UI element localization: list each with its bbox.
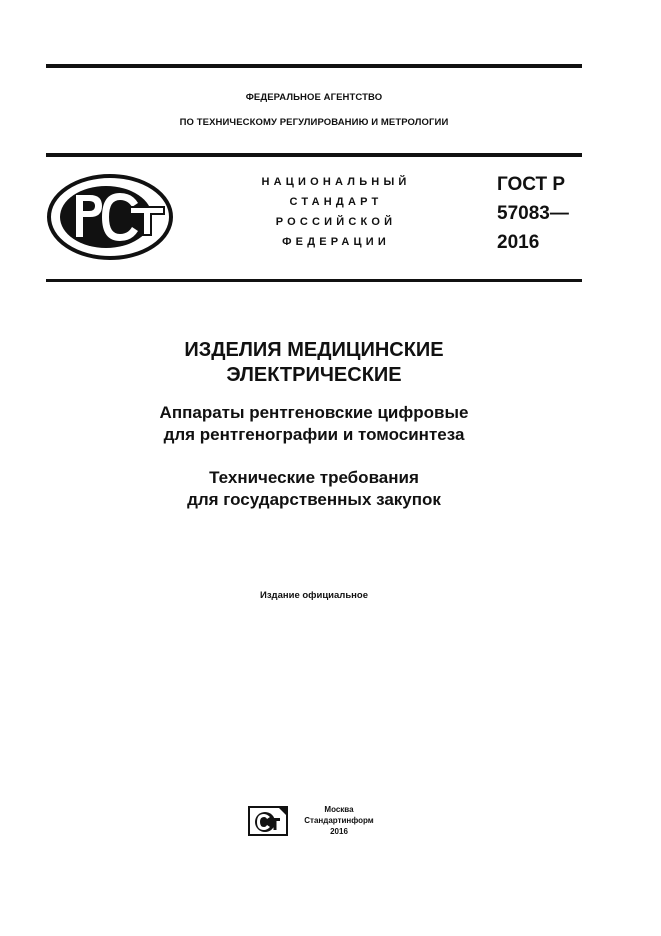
standard-rule [46, 279, 582, 282]
designation-line-1: ГОСТ Р [497, 174, 566, 195]
publisher-name: Стандартинформ [304, 816, 374, 825]
edition-label: Издание официальное [260, 590, 368, 601]
title-line-2: ЭЛЕКТРИЧЕСКИЕ [226, 364, 402, 386]
publisher-year: 2016 [330, 827, 348, 836]
document-title [46, 338, 582, 388]
designation-line-3: 2016 [497, 232, 540, 253]
standard-type-line-4: ФЕДЕРАЦИИ [282, 236, 390, 248]
title-line-1: ИЗДЕЛИЯ МЕДИЦИНСКИЕ [184, 339, 444, 361]
subtitle-line-2: для рентгенографии и томосинтеза [163, 425, 465, 444]
document-subtitle-requirements [46, 467, 582, 511]
designation-line-2: 57083— [497, 203, 569, 224]
subtitle-line-1: Аппараты рентгеновские цифровые [159, 403, 469, 422]
document-subtitle [46, 402, 582, 446]
publisher-city: Москва [324, 805, 354, 814]
publisher-info [296, 804, 382, 837]
standard-designation [497, 170, 569, 257]
top-rule [46, 64, 582, 68]
standartinform-logo-icon [248, 806, 288, 836]
gost-r-emblem-icon [46, 173, 174, 261]
standard-type-line-1: НАЦИОНАЛЬНЫЙ [261, 176, 411, 188]
standard-type-line-2: СТАНДАРТ [289, 196, 383, 208]
requirements-line-2: для государственных закупок [187, 490, 441, 509]
requirements-line-1: Технические требования [209, 468, 419, 487]
header-rule [46, 153, 582, 157]
agency-line-1: ФЕДЕРАЛЬНОЕ АГЕНТСТВО [245, 92, 383, 103]
standard-type-line-3: РОССИЙСКОЙ [275, 216, 397, 228]
agency-line-2: ПО ТЕХНИЧЕСКОМУ РЕГУЛИРОВАНИЮ И МЕТРОЛОГИИ [179, 117, 449, 128]
